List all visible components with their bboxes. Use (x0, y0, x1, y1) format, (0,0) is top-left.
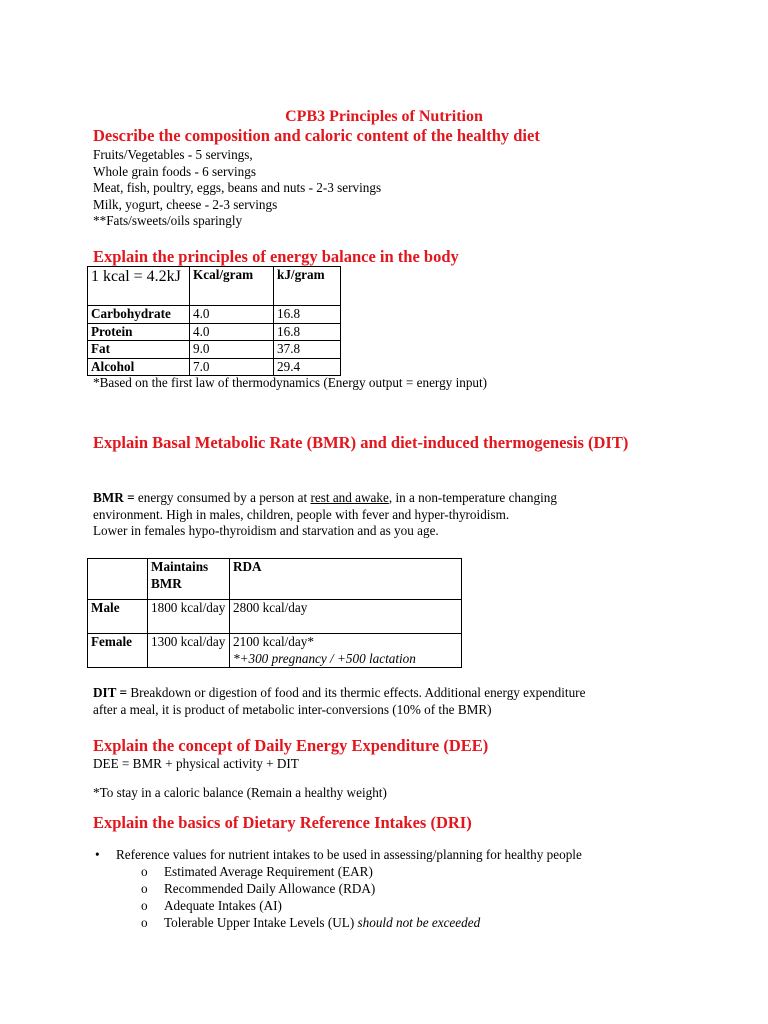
bmr-definition-line: environment. High in males, children, people with fever and hyper-thyroidism. (93, 506, 510, 522)
section-heading-bmr: Explain Basal Metabolic Rate (BMR) and diet-induced thermogenesis (DIT) (93, 433, 629, 452)
table-row (88, 341, 341, 359)
energy-table-cell: 16.8 (274, 323, 341, 341)
list-item (139, 897, 582, 914)
bmr-female-rda: 2100 kcal/day* (233, 634, 314, 649)
page-title: CPB3 Principles of Nutrition (285, 108, 483, 125)
dee-formula: DEE = BMR + physical activity + DIT (93, 756, 299, 771)
energy-table-cell: 9.0 (190, 341, 274, 359)
bmr-term: BMR = (93, 490, 135, 505)
energy-table-cell: 16.8 (274, 306, 341, 324)
energy-table-corner: 1 kcal = 4.2kJ (88, 267, 190, 306)
bmr-table (87, 558, 462, 668)
list-item (139, 880, 582, 897)
composition-line: Meat, fish, poultry, eggs, beans and nuts - 2-3 servings (93, 180, 382, 195)
bmr-table-label: Female (88, 634, 148, 668)
bmr-table-cell (230, 634, 462, 668)
bmr-table-header: RDA (230, 559, 462, 600)
section-heading-energy-balance: Explain the principles of energy balance in the body (93, 247, 459, 266)
composition-line: **Fats/sweets/oils sparingly (93, 213, 243, 228)
energy-table-cell: 37.8 (274, 341, 341, 359)
energy-table-label: Protein (88, 323, 190, 341)
energy-table (87, 266, 341, 376)
energy-balance-note: *Based on the first law of thermodynamics (Energy output = energy input) (93, 375, 488, 390)
circle-bullet-icon: o (141, 881, 148, 896)
dri-list (93, 846, 582, 931)
dri-sublist (116, 863, 582, 931)
list-item (139, 863, 582, 880)
energy-table-cell: 4.0 (190, 306, 274, 324)
bullet-icon: • (95, 847, 100, 862)
energy-table-header: Kcal/gram (190, 267, 274, 306)
dri-sub-item: Recommended Daily Allowance (RDA) (164, 881, 376, 896)
dri-bullet-text: Reference values for nutrient intakes to be used in assessing/planning for healthy people (116, 847, 582, 862)
dit-text: Breakdown or digestion of food and its thermic effects. Additional energy expenditure (127, 685, 586, 700)
dit-definition-line: after a meal, it is product of metabolic inter-conversions (10% of the BMR) (93, 701, 492, 717)
table-row (88, 559, 462, 600)
energy-table-label: Carbohydrate (88, 306, 190, 324)
dit-term: DIT = (93, 685, 128, 700)
list-item (139, 914, 582, 931)
bmr-def-underline: rest and awake (310, 490, 389, 505)
table-row (88, 634, 462, 668)
bmr-definition-line (93, 490, 557, 507)
bmr-def-post: , in a non-temperature changing (388, 490, 557, 505)
section-heading-dee: Explain the concept of Daily Energy Expenditure (DEE) (93, 736, 489, 755)
energy-table-label: Alcohol (88, 358, 190, 376)
dri-sub-item-italic: should not be exceeded (357, 915, 481, 930)
composition-line: Whole grain foods - 6 servings (93, 163, 256, 179)
energy-table-cell: 7.0 (190, 358, 274, 376)
section-heading-composition: Describe the composition and caloric content of the healthy diet (93, 126, 540, 145)
dri-sub-item: Tolerable Upper Intake Levels (UL) (164, 915, 358, 930)
bmr-def-pre: energy consumed by a person at (134, 490, 311, 505)
dri-sub-item: Adequate Intakes (AI) (164, 898, 282, 913)
circle-bullet-icon: o (141, 898, 148, 913)
dit-definition-line (93, 685, 585, 702)
bmr-table-header: Maintains BMR (148, 559, 230, 600)
bmr-table-corner (88, 559, 148, 600)
dit-definition (93, 685, 585, 718)
dri-sub-item: Estimated Average Requirement (EAR) (164, 864, 373, 879)
table-row (88, 323, 341, 341)
composition-list (93, 147, 381, 230)
energy-table-cell: 29.4 (274, 358, 341, 376)
circle-bullet-icon: o (141, 915, 148, 930)
energy-table-cell: 4.0 (190, 323, 274, 341)
bmr-table-label: Male (88, 600, 148, 634)
bmr-table-cell: 1800 kcal/day (148, 600, 230, 634)
bmr-female-rda-note: *+300 pregnancy / +500 lactation (233, 650, 416, 666)
energy-table-header: kJ/gram (274, 267, 341, 306)
list-item (93, 846, 582, 931)
section-heading-dri: Explain the basics of Dietary Reference Intakes (DRI) (93, 813, 472, 832)
table-row (88, 267, 341, 306)
composition-line: Milk, yogurt, cheese - 2-3 servings (93, 196, 278, 212)
composition-line: Fruits/Vegetables - 5 servings, (93, 147, 253, 162)
bmr-table-cell: 2800 kcal/day (230, 600, 462, 634)
bmr-table-cell: 1300 kcal/day (148, 634, 230, 668)
circle-bullet-icon: o (141, 864, 148, 879)
table-row (88, 600, 462, 634)
bmr-definition-line: Lower in females hypo-thyroidism and starvation and as you age. (93, 523, 439, 538)
table-row (88, 358, 341, 376)
energy-table-label: Fat (88, 341, 190, 359)
bmr-definition (93, 490, 557, 540)
table-row (88, 306, 341, 324)
dee-note: *To stay in a caloric balance (Remain a healthy weight) (93, 785, 387, 800)
